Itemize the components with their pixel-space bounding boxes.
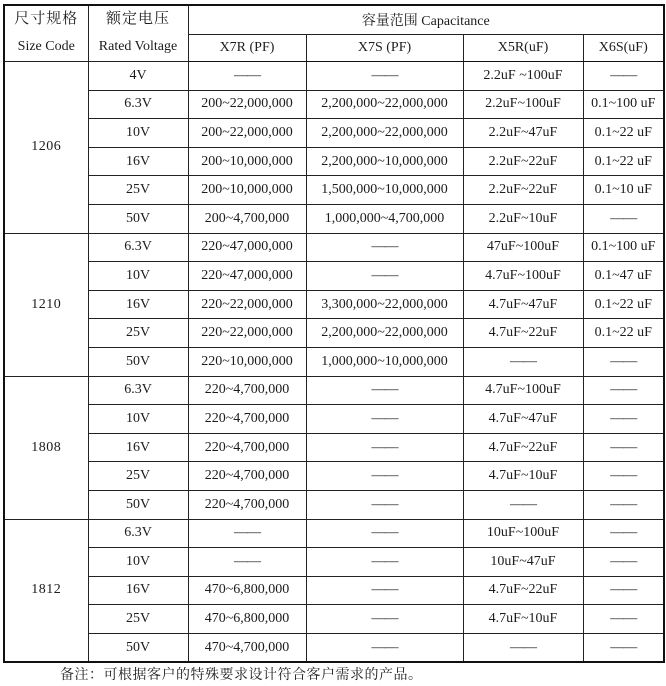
- table-row: [4, 290, 664, 319]
- x6s-range-cell: ——: [583, 519, 664, 548]
- x7s-range-cell: 2,200,000~22,000,000: [306, 319, 463, 348]
- x5r-range-cell: 4.7uF~47uF: [463, 405, 583, 434]
- x7r-range-cell: ——: [188, 62, 306, 91]
- header-rated-voltage: [88, 5, 188, 62]
- x7s-range-cell: ——: [306, 262, 463, 291]
- x7r-range-cell: 220~4,700,000: [188, 405, 306, 434]
- x7r-range-cell: 220~22,000,000: [188, 290, 306, 319]
- x7r-range-cell: 200~10,000,000: [188, 176, 306, 205]
- x5r-range-cell: 2.2uF~100uF: [463, 90, 583, 119]
- x7s-range-cell: ——: [306, 633, 463, 662]
- x6s-range-cell: 0.1~22 uF: [583, 290, 664, 319]
- table-row: [4, 376, 664, 405]
- x7s-range-cell: ——: [306, 519, 463, 548]
- x6s-range-cell: ——: [583, 605, 664, 634]
- x7r-range-cell: 470~6,800,000: [188, 576, 306, 605]
- x5r-range-cell: ——: [463, 490, 583, 519]
- x5r-range-cell: 47uF~100uF: [463, 233, 583, 262]
- x7r-range-cell: 470~4,700,000: [188, 633, 306, 662]
- voltage-cell: 25V: [88, 605, 188, 634]
- header-size-code-en: Size Code: [17, 39, 75, 54]
- x5r-range-cell: 2.2uF~10uF: [463, 204, 583, 233]
- size-code-cell: 1206: [4, 62, 88, 234]
- x7r-range-cell: 220~22,000,000: [188, 319, 306, 348]
- voltage-cell: 50V: [88, 490, 188, 519]
- header-col-x7s: X7S (PF): [306, 34, 463, 61]
- x7s-range-cell: 2,200,000~22,000,000: [306, 90, 463, 119]
- x7s-range-cell: ——: [306, 605, 463, 634]
- voltage-cell: 16V: [88, 147, 188, 176]
- header-size-code: [4, 5, 88, 62]
- x6s-range-cell: 0.1~47 uF: [583, 262, 664, 291]
- x7r-range-cell: ——: [188, 548, 306, 577]
- table-row: [4, 119, 664, 148]
- x6s-range-cell: ——: [583, 490, 664, 519]
- x5r-range-cell: 10uF~100uF: [463, 519, 583, 548]
- x7s-range-cell: 1,000,000~10,000,000: [306, 347, 463, 376]
- x7s-range-cell: ——: [306, 576, 463, 605]
- x6s-range-cell: ——: [583, 347, 664, 376]
- header-col-x7r: X7R (PF): [188, 34, 306, 61]
- header-col-x5r: X5R(uF): [463, 34, 583, 61]
- x7s-range-cell: ——: [306, 490, 463, 519]
- size-code-cell: 1812: [4, 519, 88, 662]
- x6s-range-cell: ——: [583, 462, 664, 491]
- x7s-range-cell: ——: [306, 462, 463, 491]
- voltage-cell: 50V: [88, 633, 188, 662]
- voltage-cell: 10V: [88, 119, 188, 148]
- header-rated-voltage-en: Rated Voltage: [98, 39, 178, 54]
- voltage-cell: 6.3V: [88, 376, 188, 405]
- x5r-range-cell: 4.7uF~47uF: [463, 290, 583, 319]
- x6s-range-cell: 0.1~22 uF: [583, 119, 664, 148]
- voltage-cell: 4V: [88, 62, 188, 91]
- x5r-range-cell: 4.7uF~22uF: [463, 433, 583, 462]
- table-row: [4, 405, 664, 434]
- x5r-range-cell: 2.2uF ~100uF: [463, 62, 583, 91]
- voltage-cell: 10V: [88, 262, 188, 291]
- table-row: [4, 462, 664, 491]
- x6s-range-cell: 0.1~100 uF: [583, 233, 664, 262]
- voltage-cell: 10V: [88, 548, 188, 577]
- voltage-cell: 6.3V: [88, 519, 188, 548]
- x6s-range-cell: ——: [583, 548, 664, 577]
- x6s-range-cell: ——: [583, 204, 664, 233]
- x7s-range-cell: ——: [306, 433, 463, 462]
- x7s-range-cell: 1,500,000~10,000,000: [306, 176, 463, 205]
- capacitance-spec-table: [3, 4, 665, 663]
- x7r-range-cell: 220~4,700,000: [188, 376, 306, 405]
- x7s-range-cell: 3,300,000~22,000,000: [306, 290, 463, 319]
- x7s-range-cell: ——: [306, 62, 463, 91]
- x7r-range-cell: 200~4,700,000: [188, 204, 306, 233]
- table-row: [4, 233, 664, 262]
- x5r-range-cell: 2.2uF~22uF: [463, 147, 583, 176]
- x6s-range-cell: 0.1~22 uF: [583, 147, 664, 176]
- table-row: [4, 433, 664, 462]
- header-col-x6s: X6S(uF): [583, 34, 664, 61]
- x5r-range-cell: 4.7uF~22uF: [463, 576, 583, 605]
- header-size-code-zh: 尺寸规格: [14, 11, 79, 27]
- x6s-range-cell: ——: [583, 405, 664, 434]
- x7r-range-cell: 200~10,000,000: [188, 147, 306, 176]
- voltage-cell: 16V: [88, 576, 188, 605]
- table-row: [4, 147, 664, 176]
- table-row: [4, 519, 664, 548]
- x5r-range-cell: 2.2uF~22uF: [463, 176, 583, 205]
- voltage-cell: 25V: [88, 176, 188, 205]
- x7s-range-cell: ——: [306, 405, 463, 434]
- size-code-cell: 1808: [4, 376, 88, 519]
- size-code-cell: 1210: [4, 233, 88, 376]
- voltage-cell: 25V: [88, 319, 188, 348]
- x7r-range-cell: 220~47,000,000: [188, 262, 306, 291]
- voltage-cell: 16V: [88, 290, 188, 319]
- x7r-range-cell: 220~10,000,000: [188, 347, 306, 376]
- table-row: [4, 576, 664, 605]
- x6s-range-cell: 0.1~10 uF: [583, 176, 664, 205]
- x5r-range-cell: ——: [463, 347, 583, 376]
- table-header: [4, 5, 664, 62]
- table-row: [4, 605, 664, 634]
- x7r-range-cell: ——: [188, 519, 306, 548]
- x7s-range-cell: 2,200,000~22,000,000: [306, 119, 463, 148]
- voltage-cell: 50V: [88, 204, 188, 233]
- x7r-range-cell: 200~22,000,000: [188, 90, 306, 119]
- x5r-range-cell: 4.7uF~100uF: [463, 262, 583, 291]
- x5r-range-cell: 4.7uF~10uF: [463, 605, 583, 634]
- voltage-cell: 50V: [88, 347, 188, 376]
- x6s-range-cell: ——: [583, 633, 664, 662]
- x7r-range-cell: 470~6,800,000: [188, 605, 306, 634]
- x6s-range-cell: ——: [583, 62, 664, 91]
- table-row: [4, 548, 664, 577]
- x7s-range-cell: 1,000,000~4,700,000: [306, 204, 463, 233]
- voltage-cell: 6.3V: [88, 233, 188, 262]
- x7s-range-cell: 2,200,000~10,000,000: [306, 147, 463, 176]
- table-row: [4, 262, 664, 291]
- x7r-range-cell: 220~4,700,000: [188, 462, 306, 491]
- x5r-range-cell: 10uF~47uF: [463, 548, 583, 577]
- x6s-range-cell: 0.1~100 uF: [583, 90, 664, 119]
- x6s-range-cell: 0.1~22 uF: [583, 319, 664, 348]
- voltage-cell: 6.3V: [88, 90, 188, 119]
- x7r-range-cell: 220~47,000,000: [188, 233, 306, 262]
- x7r-range-cell: 220~4,700,000: [188, 433, 306, 462]
- x6s-range-cell: ——: [583, 576, 664, 605]
- table-row: [4, 490, 664, 519]
- voltage-cell: 10V: [88, 405, 188, 434]
- x7s-range-cell: ——: [306, 548, 463, 577]
- x5r-range-cell: 4.7uF~100uF: [463, 376, 583, 405]
- x5r-range-cell: 4.7uF~10uF: [463, 462, 583, 491]
- voltage-cell: 16V: [88, 433, 188, 462]
- header-row-top: [4, 5, 664, 34]
- x5r-range-cell: 4.7uF~22uF: [463, 319, 583, 348]
- x7s-range-cell: ——: [306, 233, 463, 262]
- table-row: [4, 90, 664, 119]
- table-row: [4, 176, 664, 205]
- table-row: [4, 319, 664, 348]
- header-capacitance-title: 容量范围 Capacitance: [188, 5, 664, 34]
- table-row: [4, 204, 664, 233]
- header-rated-voltage-zh: 额定电压: [105, 11, 170, 27]
- table-row: [4, 347, 664, 376]
- x7s-range-cell: ——: [306, 376, 463, 405]
- x7r-range-cell: 220~4,700,000: [188, 490, 306, 519]
- table-body: [4, 62, 664, 663]
- table-row: [4, 633, 664, 662]
- x5r-range-cell: 2.2uF~47uF: [463, 119, 583, 148]
- table-row: [4, 62, 664, 91]
- x6s-range-cell: ——: [583, 376, 664, 405]
- x5r-range-cell: ——: [463, 633, 583, 662]
- x7r-range-cell: 200~22,000,000: [188, 119, 306, 148]
- voltage-cell: 25V: [88, 462, 188, 491]
- x6s-range-cell: ——: [583, 433, 664, 462]
- footnote: 备注：可根据客户的特殊要求设计符合客户需求的产品。: [60, 668, 423, 683]
